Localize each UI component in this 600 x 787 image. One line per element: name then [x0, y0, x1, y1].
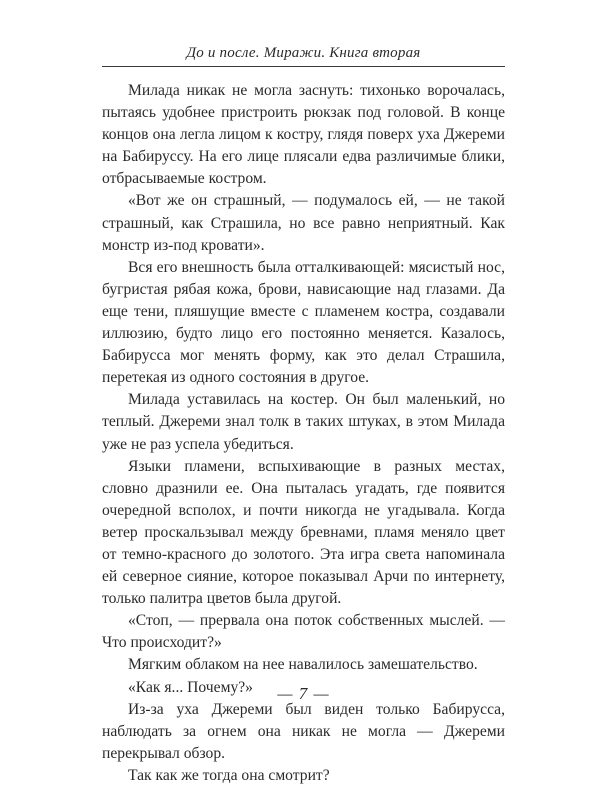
paragraph: Милада уставилась на костер. Он был маленький, но теплый. Джереми знал толк в таких штуках, в этом Милада уже не раз успела убедиться.: [102, 391, 505, 453]
paragraph: Мягким облаком на нее навалилось замешательство.: [128, 656, 478, 674]
paragraph: Вся его внешность была отталкивающей: мясистый нос, бугристая рябая кожа, брови, нависающие над глазами. Да еще тени, пляшущие вместе с пламенем костра, создавали иллюзию, будто лицо его постоянно меняется. Казалось, Бабирусса мог менять форму, как это делал Страшила, перетекая из одного состояния в другое.: [102, 258, 505, 387]
paragraph: Языки пламени, вспыхивающие в разных местах, словно дразнили ее. Она пыталась угадать, где появится очередной всполох, и почти никогда не угадывала. Когда ветер проскальзывал между бревнами, пламя меняло цвет от темно-красного до золотого. Эта игра света напоминала ей северное сияние, которое показывал Арчи по интернету, только палитра цветов была другой.: [102, 457, 505, 608]
header-rule: [102, 66, 505, 67]
paragraph: Из-за уха Джереми был виден только Бабирусса, наблюдать за огнем она никак не могла — Джереми перекрывал обзор.: [102, 700, 505, 762]
body-text: [102, 80, 505, 787]
page-number: — 7 —: [277, 684, 330, 703]
paragraph: «Вот же он страшный, — подумалось ей, — не такой страшный, как Страшила, но все равно неприятный. Как монстр из-под кровати».: [102, 192, 505, 254]
running-title: До и после. Миражи. Книга вторая: [186, 45, 421, 61]
paragraph: «Стоп, — прервала она поток собственных мыслей. — Что происходит?»: [102, 612, 505, 652]
paragraph: Милада никак не могла заснуть: тихонько ворочалась, пытаясь удобнее пристроить рюкзак под головой. В конце концов она легла лицом к костру, глядя поверх уха Джереми на Бабируссу. На его лице плясали едва различимые блики, отбрасываемые костром.: [102, 82, 505, 188]
paragraph: Так как же тогда она смотрит?: [128, 766, 330, 784]
paragraph: «Как я... Почему?»: [128, 678, 253, 696]
